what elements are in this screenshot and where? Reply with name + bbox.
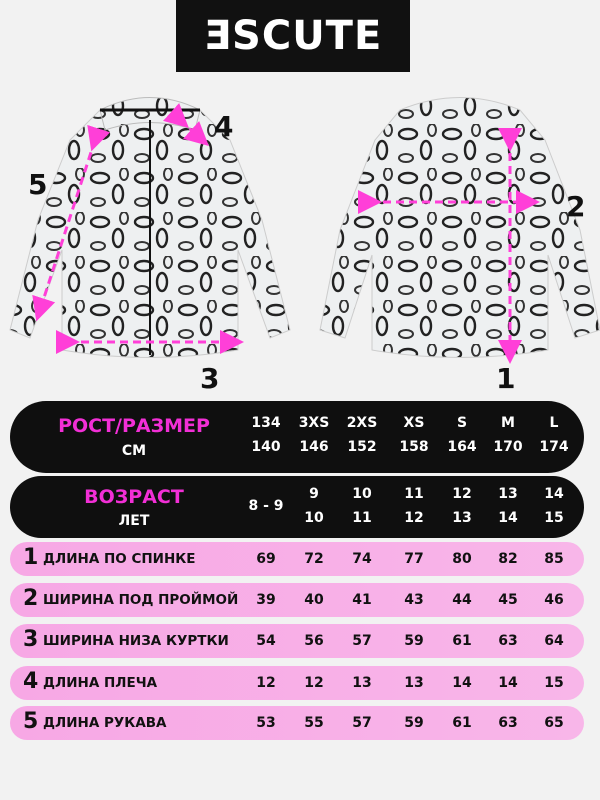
row-value: 57 <box>352 715 372 731</box>
measure-row-1 <box>10 542 584 576</box>
age-col-bottom: 13 <box>452 510 472 526</box>
row-label: ДЛИНА РУКАВА <box>43 715 167 731</box>
row-value: 82 <box>498 551 518 567</box>
row-value: 13 <box>352 675 372 691</box>
row-value: 54 <box>256 633 276 649</box>
row-label: ШИРИНА НИЗА КУРТКИ <box>43 633 229 649</box>
age-col-bottom: 15 <box>544 510 564 526</box>
size-col-bottom: 152 <box>347 439 377 455</box>
row-number: 3 <box>23 627 39 652</box>
size-col-bottom: 140 <box>251 439 281 455</box>
age-title: ВОЗРАСТ <box>84 486 184 508</box>
row-number: 4 <box>23 669 39 694</box>
size-col-top: 3XS <box>298 415 330 431</box>
row-value: 45 <box>498 592 518 608</box>
age-col-top: 9 <box>309 486 319 502</box>
size-col-bottom: 158 <box>399 439 429 455</box>
row-value: 15 <box>544 675 564 691</box>
row-value: 63 <box>498 633 518 649</box>
age-header <box>10 476 584 538</box>
jacket-illustrations <box>0 80 600 400</box>
age-col-top: 14 <box>544 486 564 502</box>
size-col-top: M <box>501 415 515 431</box>
diagram-number-5: 5 <box>28 168 48 201</box>
age-col-top: 13 <box>498 486 518 502</box>
row-value: 12 <box>304 675 324 691</box>
size-col-top: 134 <box>251 415 281 431</box>
row-value: 43 <box>404 592 424 608</box>
row-value: 14 <box>452 675 472 691</box>
diagram-number-4: 4 <box>214 110 234 143</box>
age-col-top: 8 - 9 <box>248 498 284 514</box>
row-label: ДЛИНА ПЛЕЧА <box>43 675 158 691</box>
row-label: ШИРИНА ПОД ПРОЙМОЙ <box>43 592 239 608</box>
size-header <box>10 401 584 473</box>
age-col-bottom: 10 <box>304 510 324 526</box>
size-col-bottom: 174 <box>539 439 569 455</box>
row-value: 74 <box>352 551 372 567</box>
diagram-number-2: 2 <box>566 190 586 223</box>
size-col-top: L <box>549 415 559 431</box>
age-col-bottom: 12 <box>404 510 424 526</box>
row-value: 40 <box>304 592 324 608</box>
row-value: 41 <box>352 592 372 608</box>
row-value: 57 <box>352 633 372 649</box>
size-col-bottom: 170 <box>493 439 523 455</box>
front-jacket <box>10 98 290 358</box>
row-value: 39 <box>256 592 276 608</box>
diagram-number-1: 1 <box>496 362 516 395</box>
row-label: ДЛИНА ПО СПИНКЕ <box>43 551 196 567</box>
diagram-number-3: 3 <box>200 362 220 395</box>
measure-row-3 <box>10 624 584 658</box>
age-subtitle: ЛЕТ <box>118 513 150 529</box>
back-jacket <box>320 98 600 358</box>
measure-row-4 <box>10 666 584 700</box>
row-value: 69 <box>256 551 276 567</box>
row-value: 61 <box>452 633 472 649</box>
age-col-top: 12 <box>452 486 472 502</box>
row-value: 80 <box>452 551 472 567</box>
size-col-top: XS <box>403 415 425 431</box>
row-value: 44 <box>452 592 472 608</box>
row-value: 53 <box>256 715 276 731</box>
age-col-top: 11 <box>404 486 424 502</box>
age-col-bottom: 11 <box>352 510 372 526</box>
row-value: 59 <box>404 633 424 649</box>
row-number: 5 <box>23 709 39 734</box>
row-value: 63 <box>498 715 518 731</box>
measure-row-2 <box>10 583 584 617</box>
row-value: 61 <box>452 715 472 731</box>
size-title: РОСТ/РАЗМЕР <box>58 415 210 437</box>
age-col-top: 10 <box>352 486 372 502</box>
row-number: 1 <box>23 545 39 570</box>
row-value: 85 <box>544 551 564 567</box>
row-number: 2 <box>23 586 39 611</box>
row-value: 72 <box>304 551 324 567</box>
size-col-top: 2XS <box>346 415 378 431</box>
size-col-bottom: 146 <box>299 439 329 455</box>
size-subtitle: СМ <box>121 443 147 459</box>
row-value: 64 <box>544 633 564 649</box>
row-value: 46 <box>544 592 564 608</box>
size-col-top: S <box>456 415 468 431</box>
brand-logo: ƎSCUTE <box>176 0 410 72</box>
size-col-bottom: 164 <box>447 439 477 455</box>
measure-row-5 <box>10 706 584 740</box>
row-value: 55 <box>304 715 324 731</box>
age-col-bottom: 14 <box>498 510 518 526</box>
row-value: 13 <box>404 675 424 691</box>
row-value: 12 <box>256 675 276 691</box>
row-value: 77 <box>404 551 424 567</box>
row-value: 65 <box>544 715 564 731</box>
row-value: 56 <box>304 633 324 649</box>
row-value: 59 <box>404 715 424 731</box>
row-value: 14 <box>498 675 518 691</box>
jacket-diagram <box>0 80 600 400</box>
